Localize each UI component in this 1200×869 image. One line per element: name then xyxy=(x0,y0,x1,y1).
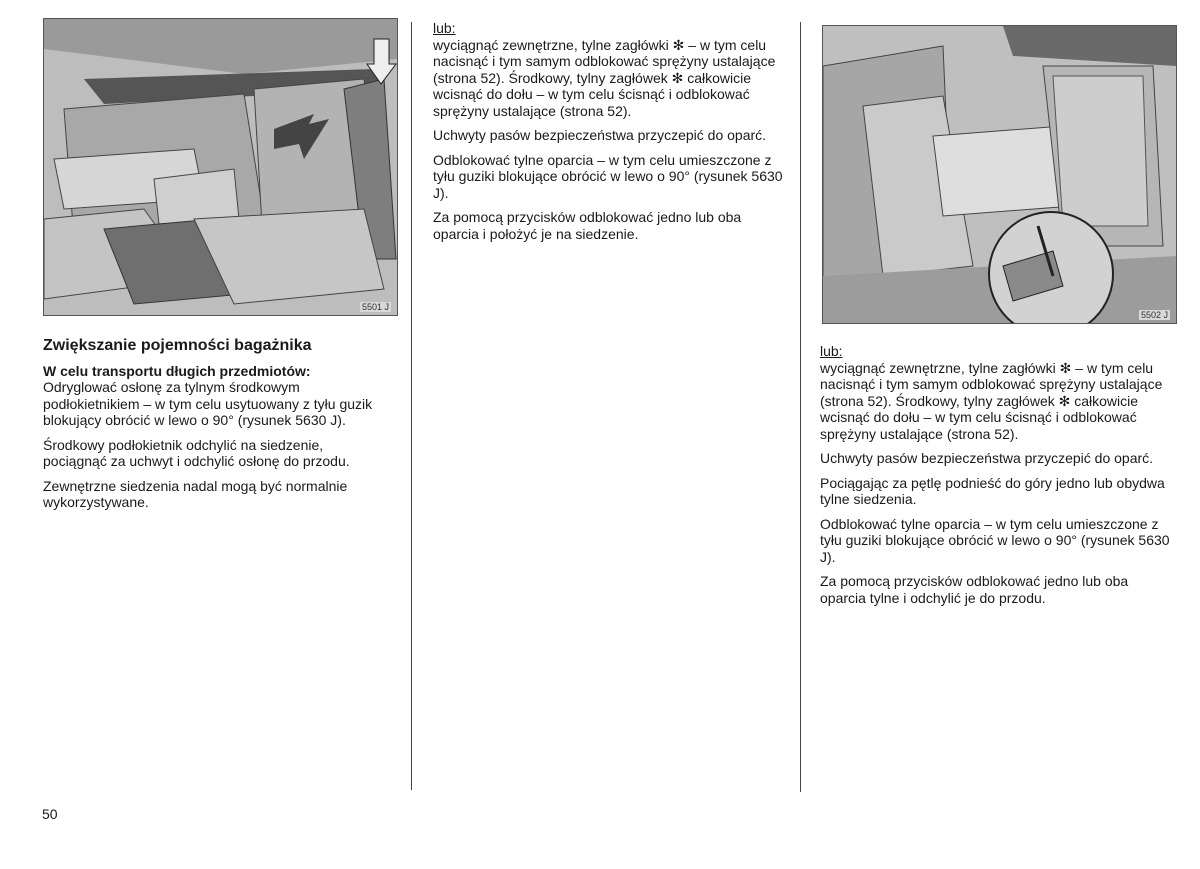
paragraph: wyciągnąć zewnętrzne, tylne zagłówki ✻ – w tym celu nacisnąć i tym samym odblokować sprężyny ustalające (strona 52). Środkowy, tylny zagłówek ✻ całkowicie wcisnąć do dołu – w tym celu ścisnąć i odblokować sprężyny ustalające (strona 52). xyxy=(820,359,1163,442)
left-column xyxy=(43,338,388,519)
column-divider xyxy=(800,22,801,792)
paragraph: Środkowy podłokietnik odchylić na siedzenie, pociągnąć za uchwyt i odchylić osłonę do przodu. xyxy=(43,436,350,469)
subheading: W celu transportu długich przedmiotów: xyxy=(43,362,311,379)
page-number: 50 xyxy=(42,806,58,822)
lub-label: lub: xyxy=(820,343,843,359)
paragraph: wyciągnąć zewnętrzne, tylne zagłówki ✻ – w tym celu nacisnąć i tym samym odblokować sprężyny ustalające (strona 52). Środkowy, tylny zagłówek ✻ całkowicie wcisnąć do dołu – w tym celu ścisnąć i odblokować sprężyny ustalające (strona 52). xyxy=(433,36,776,119)
figure-code: 5502 J xyxy=(1140,310,1168,320)
rear-seat-illustration-5502 xyxy=(822,25,1177,324)
paragraph: Uchwyty pasów bezpieczeństwa przyczepić do oparć. xyxy=(433,127,767,143)
column-divider xyxy=(411,22,412,790)
seat-drawing xyxy=(823,26,1176,323)
figure-code: 5501 J xyxy=(361,302,389,312)
rear-seat-illustration-5501 xyxy=(43,18,398,316)
paragraph: Uchwyty pasów bezpieczeństwa przyczepić do oparć. xyxy=(820,450,1154,466)
paragraph: Zewnętrzne siedzenia nadal mogą być normalnie wykorzystywane. xyxy=(43,477,348,510)
seat-drawing xyxy=(44,19,397,315)
section-heading: Zwiększanie pojemności bagażnika xyxy=(43,337,312,354)
paragraph: Odblokować tylne oparcia – w tym celu umieszczone z tyłu guziki blokujące obrócić w lewo o 90° (rysunek 5630 J). xyxy=(820,515,1170,565)
paragraph: Za pomocą przycisków odblokować jedno lub oba oparcia tylne i odchylić je do przodu. xyxy=(820,573,1129,606)
right-column xyxy=(820,343,1170,614)
paragraph: Pociągając za pętlę podnieść do góry jedno lub obydwa tylne siedzenia. xyxy=(820,474,1165,507)
lub-label: lub: xyxy=(433,20,456,36)
paragraph-text: Odryglować osłonę za tylnym środkowym podłokietnikiem – w tym celu usytuowany z tyłu guzik blokujący obrócić w lewo o 90° (rysunek 5630 J). xyxy=(43,379,373,428)
paragraph xyxy=(43,363,388,429)
middle-column xyxy=(433,20,785,250)
paragraph: Za pomocą przycisków odblokować jedno lub oba oparcia i położyć je na siedzenie. xyxy=(433,209,742,242)
paragraph: Odblokować tylne oparcia – w tym celu umieszczone z tyłu guziki blokujące obrócić w lewo o 90° (rysunek 5630 J). xyxy=(433,151,783,201)
